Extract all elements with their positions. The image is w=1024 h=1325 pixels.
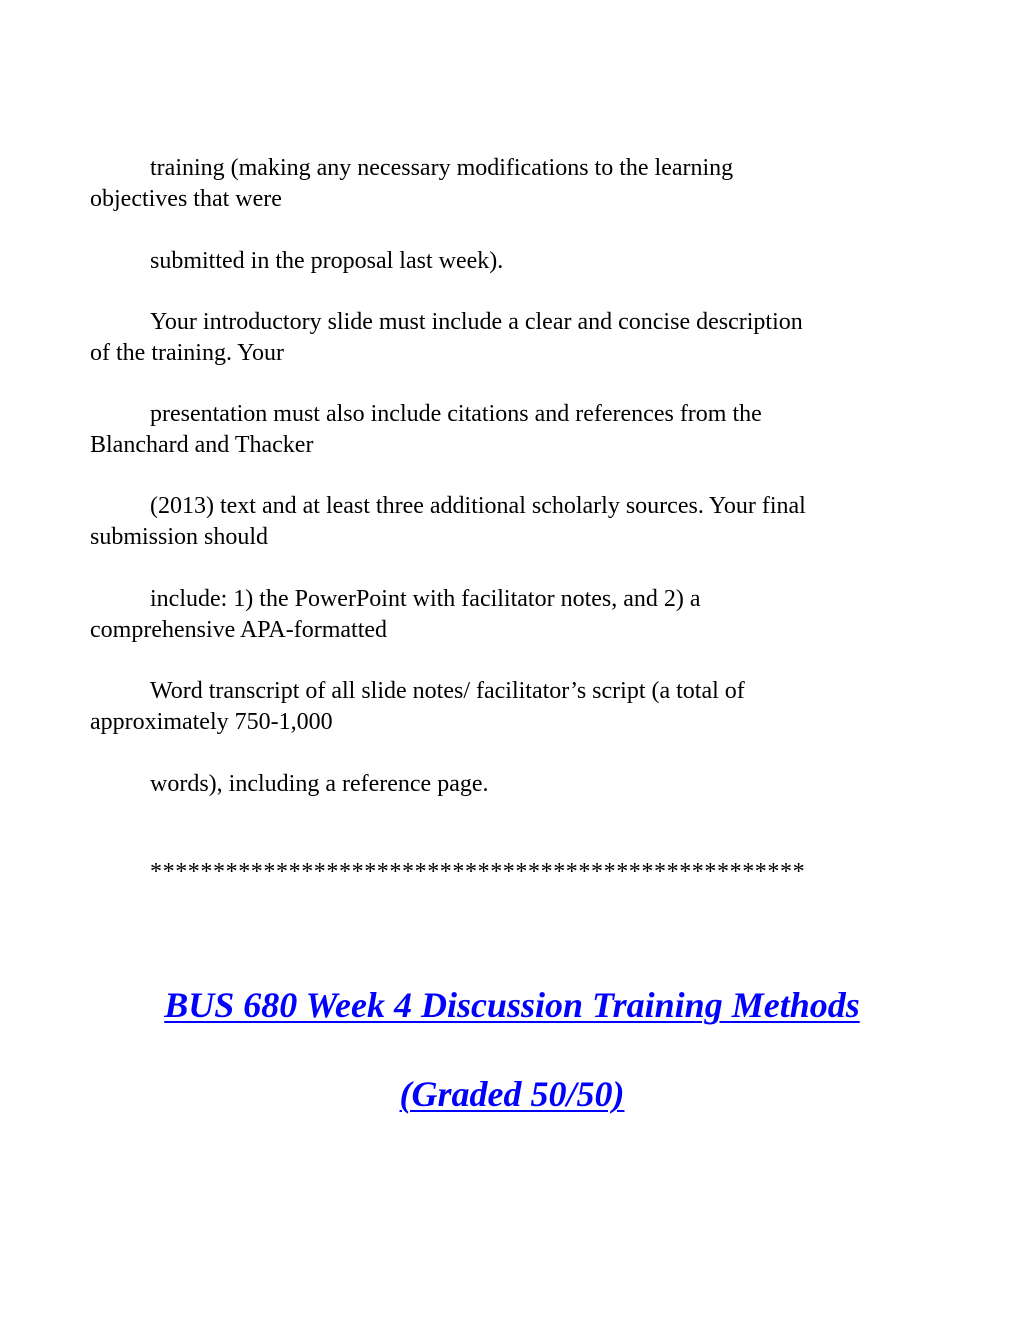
paragraph-line: words), including a reference page. — [150, 771, 489, 797]
paragraph-line: Your introductory slide must include a clear and concise description — [150, 309, 803, 335]
paragraph-line: (2013) text and at least three additional scholarly sources. Your final — [150, 493, 806, 519]
paragraph-line: comprehensive APA-formatted — [90, 617, 388, 643]
paragraph-introductory-slide — [90, 307, 910, 369]
asterisk-separator: **************************************************** — [150, 859, 806, 885]
paragraph-line: of the training. Your — [90, 340, 284, 366]
paragraph-line: submitted in the proposal last week). — [150, 248, 504, 274]
paragraph-line: include: 1) the PowerPoint with facilitator notes, and 2) a — [150, 586, 701, 612]
paragraph-line: training (making any necessary modifications to the learning — [150, 155, 734, 181]
course-link-title[interactable]: BUS 680 Week 4 Discussion Training Methods — [164, 985, 860, 1025]
paragraph-citations — [90, 399, 910, 461]
paragraph-line: approximately 750-1,000 — [90, 709, 333, 735]
paragraph-proposal-note — [120, 246, 910, 277]
paragraph-training-objectives — [90, 153, 910, 215]
paragraph-line: presentation must also include citations and references from the — [150, 401, 762, 427]
paragraph-line: objectives that were — [90, 186, 282, 212]
paragraph-submission-items — [90, 584, 910, 646]
paragraph-line: Blanchard and Thacker — [90, 432, 314, 458]
paragraph-word-transcript — [90, 676, 910, 738]
paragraph-line: submission should — [90, 524, 269, 550]
paragraph-line: Word transcript of all slide notes/ facilitator’s script (a total of — [150, 678, 745, 704]
paragraph-reference-page — [120, 769, 910, 800]
paragraph-scholarly-sources — [90, 491, 910, 553]
course-link-graded[interactable]: (Graded 50/50) — [399, 1074, 625, 1114]
